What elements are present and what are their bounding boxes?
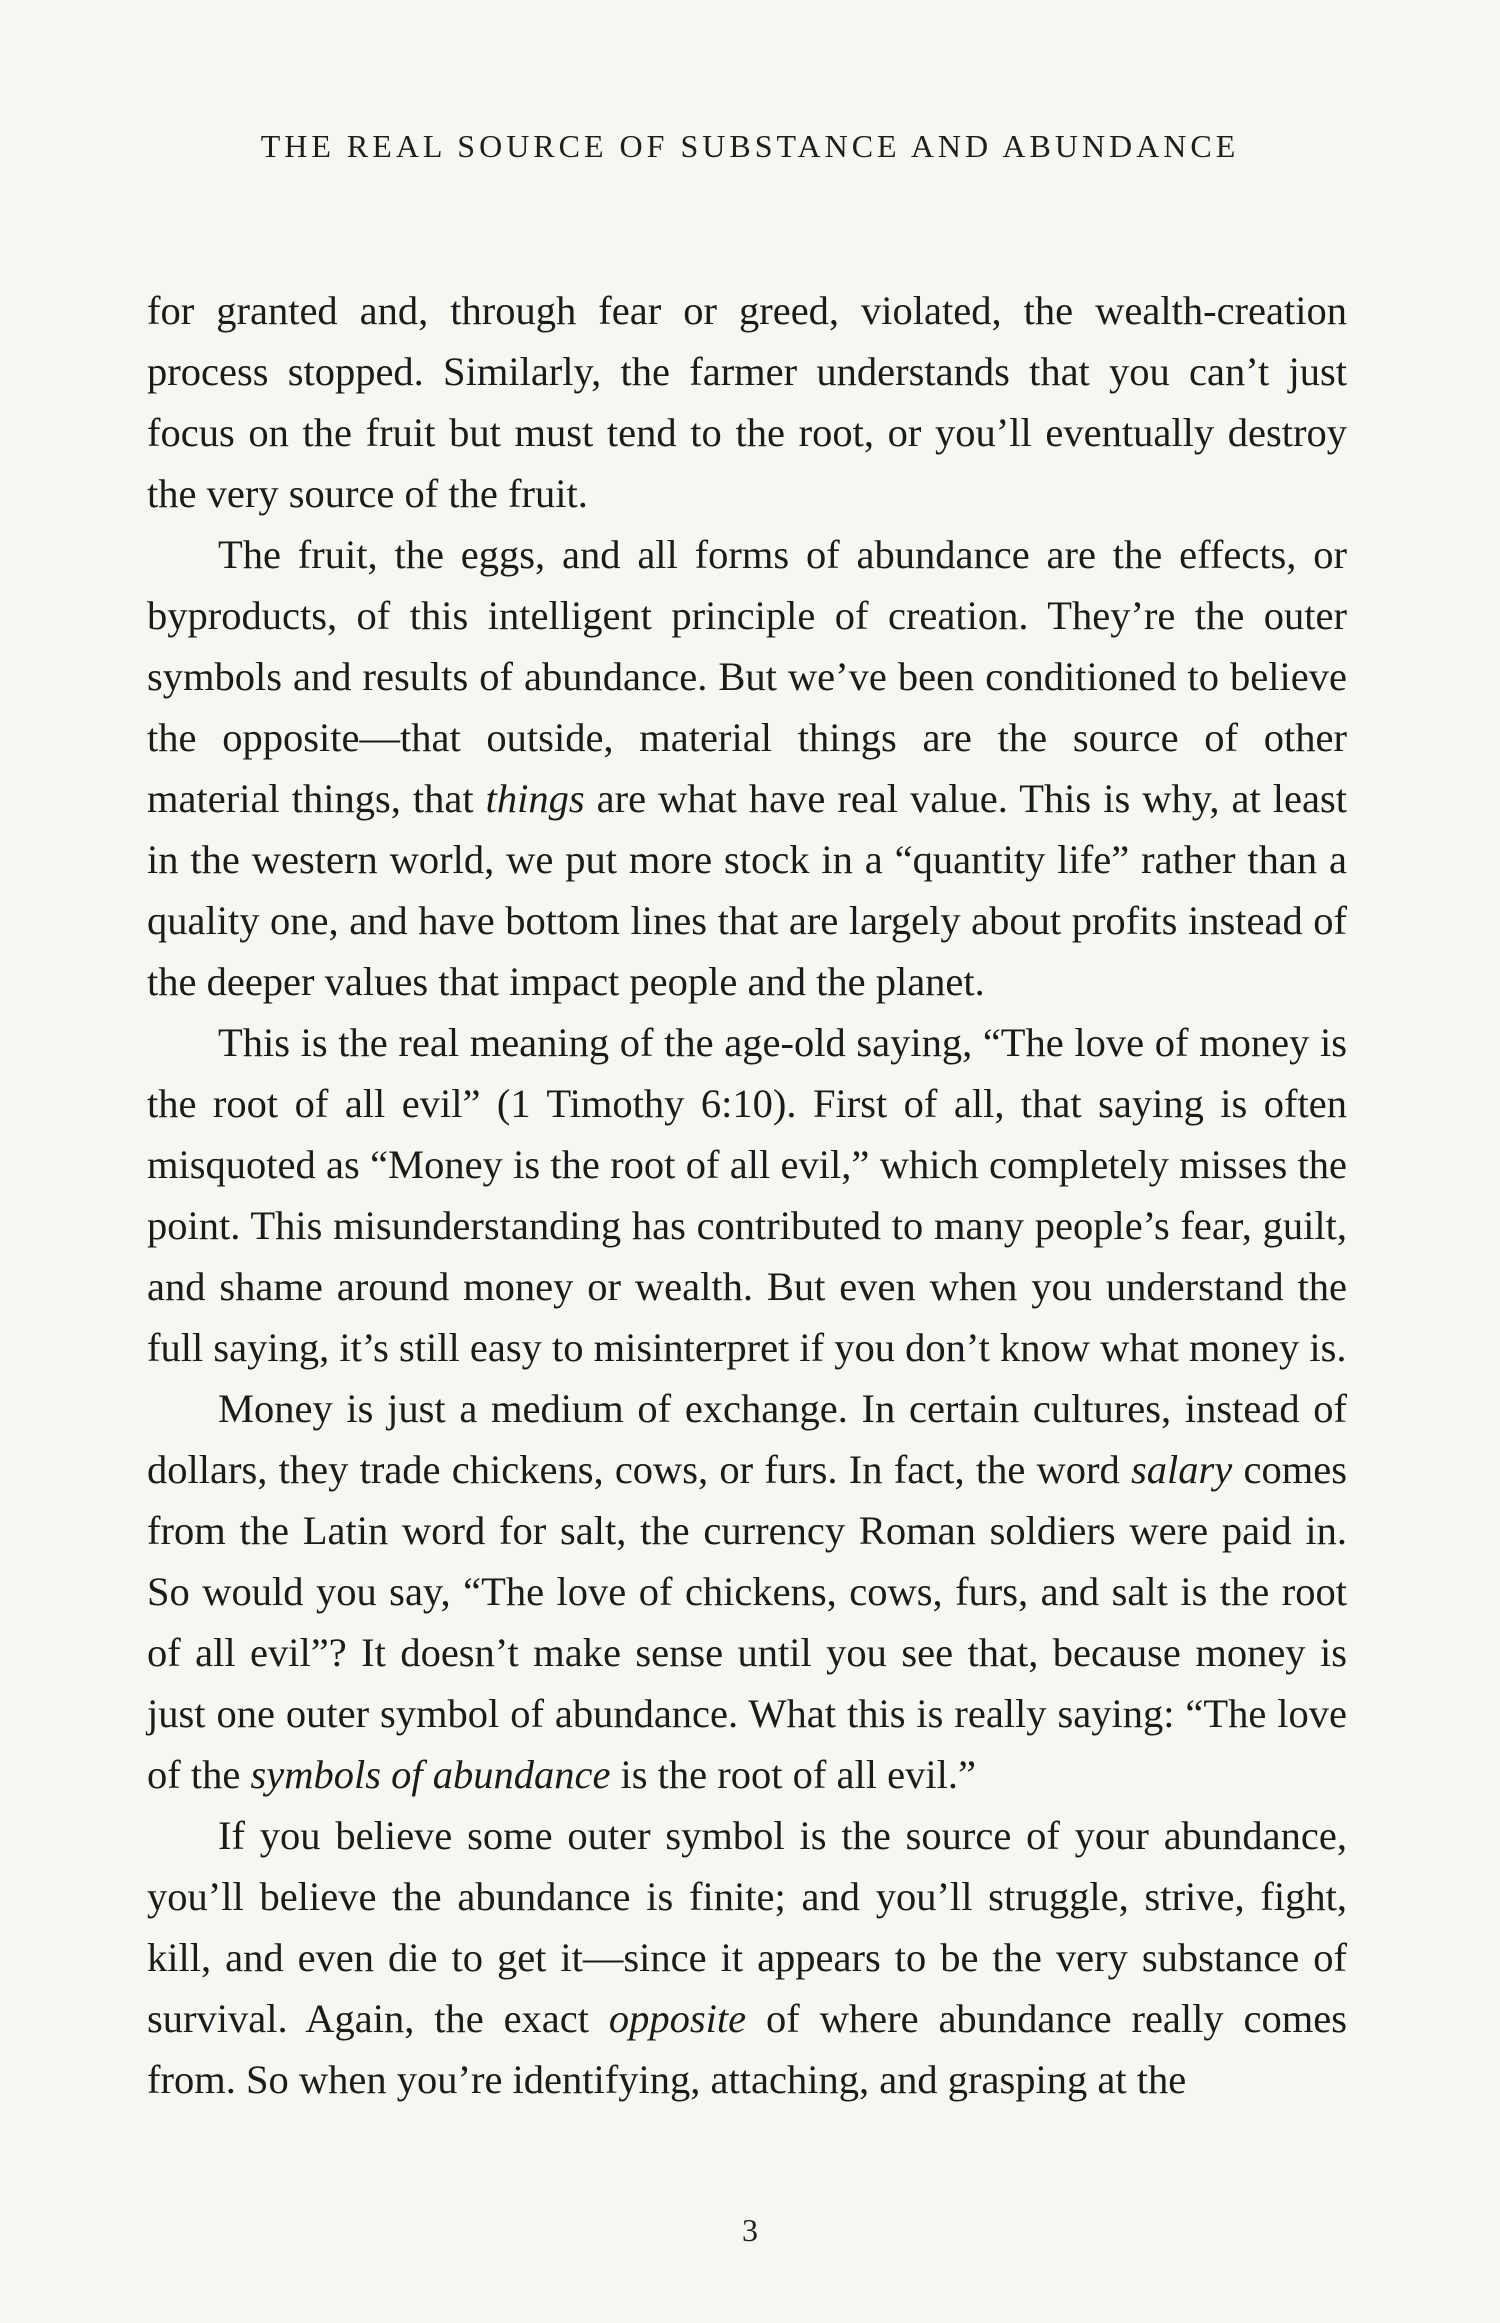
paragraph-1	[147, 280, 1347, 524]
paragraph-5-text-a: If you believe some outer symbol is the source of your abundance, you’ll believe the abundance is finite; and you’ll struggle, strive, fight, kill, and even die to get it—since it appears to be the very substance of survival. Again, the exact	[147, 1813, 1347, 2041]
paragraph-4-italic-salary: salary	[1131, 1447, 1233, 1492]
page-number: 3	[742, 2212, 758, 2248]
paragraph-2	[147, 524, 1347, 1012]
paragraph-3	[147, 1012, 1347, 1378]
paragraph-2-text-b: are what have real value. This is why, at least in the western world, we put more stock in a “quantity life” rather than a quality one, and have bottom lines that are largely about profits instead of the deeper values that impact people and the planet.	[147, 776, 1347, 1004]
paragraph-4-text-c: is the root of all evil.”	[610, 1752, 976, 1797]
paragraph-2-text-a: The fruit, the eggs, and all forms of abundance are the effects, or byproducts, of this intelligent principle of creation. They’re the outer symbols and results of abundance. But we’ve been conditioned to believe the opposite—that outside, material things are the source of other material things, that	[147, 532, 1347, 821]
paragraph-5	[147, 1805, 1347, 2110]
paragraph-4-text-a: Money is just a medium of exchange. In certain cultures, instead of dollars, they trade chickens, cows, or furs. In fact, the word	[147, 1386, 1347, 1492]
body-text	[147, 280, 1347, 2110]
paragraph-3-text: This is the real meaning of the age-old saying, “The love of money is the root of all evil” (1 Timothy 6:10). First of all, that saying is often misquoted as “Money is the root of all evil,” which completely misses the point. This misunderstanding has contributed to many people’s fear, guilt, and shame around money or wealth. But even when you understand the full saying, it’s still easy to misinterpret if you don’t know what money is.	[147, 1020, 1347, 1370]
paragraph-4-text-b: comes from the Latin word for salt, the currency Roman soldiers were paid in. So would you say, “The love of chickens, cows, furs, and salt is the root of all evil”? It doesn’t make sense until you see that, because money is just one outer symbol of abundance. What this is really saying: “The love of the	[147, 1447, 1347, 1797]
paragraph-5-italic: opposite	[608, 1996, 747, 2041]
running-head: THE REAL SOURCE OF SUBSTANCE AND ABUNDANCE	[260, 128, 1240, 164]
paragraph-4-italic-symbols: symbols of abundance	[250, 1752, 611, 1797]
paragraph-1-text: for granted and, through fear or greed, violated, the wealth-creation process stopped. Similarly, the farmer understands that you can’t just focus on the fruit but must tend to the root, or you’ll eventually destroy the very source of the fruit.	[147, 288, 1347, 516]
paragraph-5-text-b: of where abundance really comes from. So when you’re identifying, attaching, and grasping at the	[147, 1996, 1347, 2102]
paragraph-4	[147, 1378, 1347, 1805]
paragraph-2-italic: things	[485, 776, 585, 821]
